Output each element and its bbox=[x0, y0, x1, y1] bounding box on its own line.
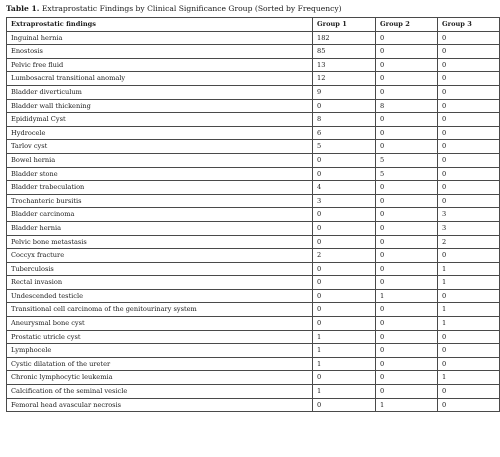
cell-group-3: 0 bbox=[438, 153, 500, 167]
cell-group-2: 0 bbox=[376, 276, 438, 290]
cell-group-3: 1 bbox=[438, 317, 500, 331]
cell-finding: Bladder trabeculation bbox=[7, 181, 313, 195]
cell-group-2: 0 bbox=[376, 317, 438, 331]
cell-group-2: 8 bbox=[376, 99, 438, 113]
cell-group-3: 0 bbox=[438, 181, 500, 195]
cell-group-2: 0 bbox=[376, 181, 438, 195]
cell-group-3: 0 bbox=[438, 194, 500, 208]
findings-table bbox=[6, 17, 500, 412]
cell-group-3: 3 bbox=[438, 221, 500, 235]
table-row bbox=[7, 153, 500, 167]
cell-group-3: 0 bbox=[438, 357, 500, 371]
table-row bbox=[7, 167, 500, 181]
cell-group-2: 0 bbox=[376, 385, 438, 399]
table-row bbox=[7, 85, 500, 99]
table-row bbox=[7, 262, 500, 276]
cell-group-1: 13 bbox=[313, 58, 376, 72]
cell-group-3: 2 bbox=[438, 235, 500, 249]
cell-finding: Tarlov cyst bbox=[7, 140, 313, 154]
table-row bbox=[7, 344, 500, 358]
column-header-group-1: Group 1 bbox=[313, 18, 376, 32]
cell-group-1: 4 bbox=[313, 181, 376, 195]
cell-group-2: 0 bbox=[376, 31, 438, 45]
cell-group-2: 5 bbox=[376, 167, 438, 181]
cell-group-3: 0 bbox=[438, 72, 500, 86]
cell-group-2: 5 bbox=[376, 153, 438, 167]
cell-finding: Rectal invasion bbox=[7, 276, 313, 290]
cell-finding: Lumbosacral transitional anomaly bbox=[7, 72, 313, 86]
cell-group-3: 0 bbox=[438, 126, 500, 140]
cell-group-1: 182 bbox=[313, 31, 376, 45]
cell-group-2: 0 bbox=[376, 72, 438, 86]
cell-group-3: 0 bbox=[438, 45, 500, 59]
cell-group-1: 1 bbox=[313, 385, 376, 399]
cell-finding: Trochanteric bursitis bbox=[7, 194, 313, 208]
cell-group-3: 0 bbox=[438, 140, 500, 154]
cell-finding: Bladder diverticulum bbox=[7, 85, 313, 99]
table-caption bbox=[6, 4, 342, 14]
cell-group-3: 0 bbox=[438, 330, 500, 344]
table-row bbox=[7, 194, 500, 208]
cell-finding: Tuberculosis bbox=[7, 262, 313, 276]
cell-group-2: 0 bbox=[376, 140, 438, 154]
cell-group-1: 0 bbox=[313, 262, 376, 276]
table-row bbox=[7, 45, 500, 59]
cell-group-1: 1 bbox=[313, 344, 376, 358]
table-row bbox=[7, 398, 500, 412]
cell-group-3: 1 bbox=[438, 303, 500, 317]
column-header-finding: Extraprostatic findings bbox=[7, 18, 313, 32]
cell-group-2: 0 bbox=[376, 45, 438, 59]
cell-group-3: 0 bbox=[438, 85, 500, 99]
cell-group-2: 0 bbox=[376, 85, 438, 99]
cell-group-1: 0 bbox=[313, 235, 376, 249]
cell-group-2: 0 bbox=[376, 208, 438, 222]
cell-group-1: 0 bbox=[313, 317, 376, 331]
cell-group-3: 0 bbox=[438, 398, 500, 412]
cell-group-1: 0 bbox=[313, 208, 376, 222]
cell-group-2: 0 bbox=[376, 249, 438, 263]
cell-group-3: 0 bbox=[438, 31, 500, 45]
table-row bbox=[7, 208, 500, 222]
cell-finding: Epididymal Cyst bbox=[7, 113, 313, 127]
cell-group-3: 0 bbox=[438, 167, 500, 181]
table-row bbox=[7, 371, 500, 385]
cell-group-2: 0 bbox=[376, 58, 438, 72]
table-row bbox=[7, 357, 500, 371]
table-row bbox=[7, 330, 500, 344]
cell-finding: Cystic dilatation of the ureter bbox=[7, 357, 313, 371]
cell-group-3: 1 bbox=[438, 262, 500, 276]
cell-group-1: 0 bbox=[313, 303, 376, 317]
cell-finding: Pelvic bone metastasis bbox=[7, 235, 313, 249]
cell-group-1: 0 bbox=[313, 371, 376, 385]
table-row bbox=[7, 99, 500, 113]
cell-finding: Transitional cell carcinoma of the genitourinary system bbox=[7, 303, 313, 317]
cell-finding: Bladder carcinoma bbox=[7, 208, 313, 222]
table-caption-text: Extraprostatic Findings by Clinical Significance Group (Sorted by Frequency) bbox=[41, 4, 342, 13]
cell-group-1: 12 bbox=[313, 72, 376, 86]
table-row bbox=[7, 289, 500, 303]
column-header-group-2: Group 2 bbox=[376, 18, 438, 32]
cell-finding: Hydrocele bbox=[7, 126, 313, 140]
cell-group-1: 2 bbox=[313, 249, 376, 263]
cell-finding: Undescended testicle bbox=[7, 289, 313, 303]
table-row bbox=[7, 276, 500, 290]
table-row bbox=[7, 31, 500, 45]
cell-group-1: 85 bbox=[313, 45, 376, 59]
cell-group-2: 0 bbox=[376, 235, 438, 249]
cell-group-3: 0 bbox=[438, 344, 500, 358]
table-row bbox=[7, 317, 500, 331]
cell-group-3: 0 bbox=[438, 249, 500, 263]
cell-group-2: 0 bbox=[376, 303, 438, 317]
column-header-group-3: Group 3 bbox=[438, 18, 500, 32]
cell-group-3: 0 bbox=[438, 289, 500, 303]
cell-group-1: 0 bbox=[313, 398, 376, 412]
cell-finding: Bladder hernia bbox=[7, 221, 313, 235]
cell-finding: Calcification of the seminal vesicle bbox=[7, 385, 313, 399]
table-header-row bbox=[7, 18, 500, 32]
table-row bbox=[7, 140, 500, 154]
cell-group-1: 0 bbox=[313, 221, 376, 235]
cell-group-3: 3 bbox=[438, 208, 500, 222]
cell-group-1: 0 bbox=[313, 153, 376, 167]
cell-group-1: 5 bbox=[313, 140, 376, 154]
cell-group-1: 1 bbox=[313, 357, 376, 371]
cell-group-2: 0 bbox=[376, 126, 438, 140]
table-row bbox=[7, 72, 500, 86]
cell-finding: Chronic lymphocytic leukemia bbox=[7, 371, 313, 385]
cell-group-2: 0 bbox=[376, 113, 438, 127]
cell-group-3: 0 bbox=[438, 58, 500, 72]
cell-group-3: 0 bbox=[438, 385, 500, 399]
cell-group-3: 0 bbox=[438, 113, 500, 127]
cell-group-1: 0 bbox=[313, 289, 376, 303]
cell-group-1: 9 bbox=[313, 85, 376, 99]
cell-group-2: 0 bbox=[376, 371, 438, 385]
cell-group-2: 1 bbox=[376, 289, 438, 303]
cell-finding: Prostatic utricle cyst bbox=[7, 330, 313, 344]
cell-group-3: 0 bbox=[438, 99, 500, 113]
table-row bbox=[7, 221, 500, 235]
cell-group-1: 1 bbox=[313, 330, 376, 344]
cell-group-1: 3 bbox=[313, 194, 376, 208]
cell-finding: Aneurysmal bone cyst bbox=[7, 317, 313, 331]
table-row bbox=[7, 113, 500, 127]
cell-group-1: 0 bbox=[313, 167, 376, 181]
cell-group-2: 1 bbox=[376, 398, 438, 412]
table-row bbox=[7, 249, 500, 263]
cell-group-2: 0 bbox=[376, 221, 438, 235]
table-row bbox=[7, 126, 500, 140]
table-row bbox=[7, 303, 500, 317]
cell-finding: Bladder stone bbox=[7, 167, 313, 181]
cell-group-1: 0 bbox=[313, 99, 376, 113]
table-row bbox=[7, 385, 500, 399]
cell-finding: Femoral head avascular necrosis bbox=[7, 398, 313, 412]
table-row bbox=[7, 58, 500, 72]
cell-group-1: 8 bbox=[313, 113, 376, 127]
cell-finding: Enostosis bbox=[7, 45, 313, 59]
cell-finding: Coccyx fracture bbox=[7, 249, 313, 263]
cell-group-2: 0 bbox=[376, 194, 438, 208]
cell-group-2: 0 bbox=[376, 262, 438, 276]
cell-group-2: 0 bbox=[376, 357, 438, 371]
cell-finding: Inguinal hernia bbox=[7, 31, 313, 45]
table-caption-label: Table 1. bbox=[6, 4, 40, 13]
cell-finding: Lymphocele bbox=[7, 344, 313, 358]
table-row bbox=[7, 181, 500, 195]
cell-group-3: 1 bbox=[438, 371, 500, 385]
cell-group-2: 0 bbox=[376, 330, 438, 344]
table-row bbox=[7, 235, 500, 249]
cell-group-3: 1 bbox=[438, 276, 500, 290]
cell-group-1: 6 bbox=[313, 126, 376, 140]
table-body bbox=[7, 31, 500, 412]
cell-group-1: 0 bbox=[313, 276, 376, 290]
cell-group-2: 0 bbox=[376, 344, 438, 358]
cell-finding: Bladder wall thickening bbox=[7, 99, 313, 113]
cell-finding: Bowel hernia bbox=[7, 153, 313, 167]
cell-finding: Pelvic free fluid bbox=[7, 58, 313, 72]
